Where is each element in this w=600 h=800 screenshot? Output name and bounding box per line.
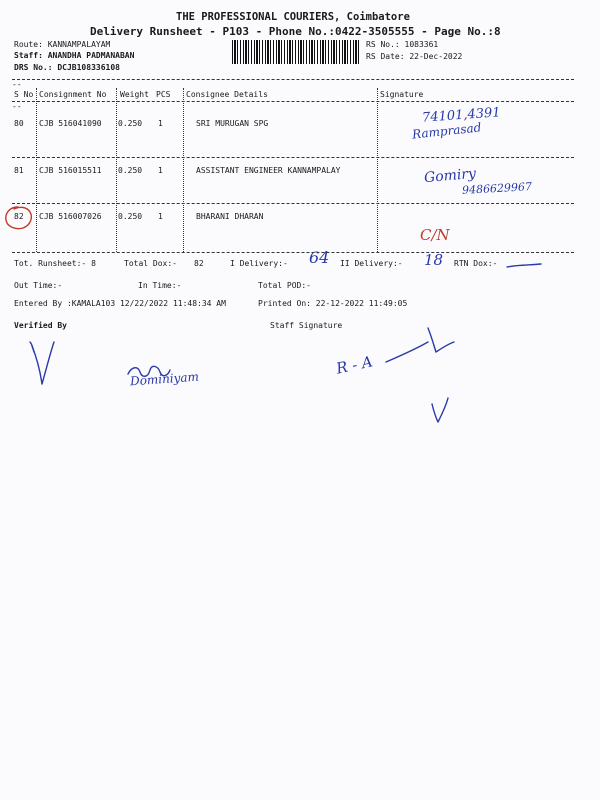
i-delivery-handwriting: 64: [309, 248, 330, 267]
row-consignee: SRI MURUGAN SPG: [196, 119, 269, 128]
route-label: Route: KANNAMPALAYAM: [14, 40, 111, 49]
col-header-signature: Signature: [380, 90, 424, 99]
ii-delivery-handwriting: 18: [424, 251, 444, 269]
rs-date: RS Date: 22-Dec-2022: [366, 52, 463, 61]
row-consignee: BHARANI DHARAN: [196, 212, 264, 221]
staff-label: Staff: ANANDHA PADMANABAN: [14, 51, 135, 60]
entered-by: Entered By :KAMALA103 12/22/2022 11:48:34 AM: [14, 299, 226, 308]
col-header-weight: Weight: [120, 90, 149, 99]
drs-number: DRS No.: DCJB108336108: [14, 63, 120, 72]
col-header-consignment: Consignment No: [39, 90, 107, 99]
rtn-dox-label: RTN Dox:-: [454, 259, 498, 268]
divider-mark: --: [12, 102, 22, 111]
row-sno: 81: [14, 166, 24, 175]
dash-mark: [505, 262, 545, 270]
barcode: [232, 40, 360, 64]
i-delivery-label: I Delivery:-: [230, 259, 288, 268]
ii-delivery-label: II Delivery:-: [340, 259, 403, 268]
runsheet-subtitle: Delivery Runsheet - P103 - Phone No.:0422-3505555 - Page No.:8: [90, 25, 501, 38]
divider: [12, 101, 574, 102]
verified-by-label: Verified By: [14, 321, 67, 330]
divider: [12, 79, 574, 80]
staff-handwriting: R - A: [334, 352, 375, 378]
row-pcs: 1: [158, 212, 163, 221]
signature-phone-handwriting: 9486629967: [461, 180, 533, 197]
divider: [12, 252, 574, 253]
row-consignee: ASSISTANT ENGINEER KANNAMPALAY: [196, 166, 341, 175]
verified-handwriting: Dominiyam: [129, 369, 200, 389]
row-pcs: 1: [158, 119, 163, 128]
total-dox-value: 82: [194, 259, 204, 268]
divider: [12, 203, 574, 204]
total-dox-label: Total Dox:-: [124, 259, 177, 268]
row-weight: 0.250: [118, 119, 143, 128]
col-header-consignee: Consignee Details: [186, 90, 268, 99]
printed-on: Printed On: 22-12-2022 11:49:05: [258, 299, 408, 308]
row-pcs: 1: [158, 166, 163, 175]
signature-stroke: [380, 322, 460, 382]
row-weight: 0.250: [118, 166, 143, 175]
col-header-sno: S No: [14, 90, 34, 99]
check-mark: [428, 396, 452, 426]
divider: [12, 157, 574, 158]
total-pod: Total POD:-: [258, 281, 311, 290]
tot-runsheet: Tot. Runsheet:- 8: [14, 259, 96, 268]
signature-handwriting: 74101,4391: [421, 105, 502, 126]
tick-mark: [28, 340, 58, 390]
staff-signature-label: Staff Signature: [270, 321, 343, 330]
row-consignment: CJB 516007026: [39, 212, 102, 221]
row-sno: 82: [14, 212, 24, 221]
row-consignment: CJB 516041090: [39, 119, 102, 128]
signature-handwriting: Gomiry: [423, 165, 477, 187]
rs-number: RS No.: 1083361: [366, 40, 439, 49]
row-weight: 0.250: [118, 212, 143, 221]
company-title: THE PROFESSIONAL COURIERS, Coimbatore: [176, 11, 410, 23]
in-time: In Time:-: [138, 281, 182, 290]
out-time: Out Time:-: [14, 281, 63, 290]
column-separator: [36, 88, 37, 252]
column-separator: [116, 88, 117, 252]
divider-mark: --: [12, 80, 22, 89]
row-sno: 80: [14, 119, 24, 128]
col-header-pcs: PCS: [156, 90, 171, 99]
column-separator: [183, 88, 184, 252]
signature-handwriting: C/N: [420, 226, 450, 244]
signature-name-handwriting: Ramprasad: [411, 120, 482, 142]
column-separator: [377, 88, 378, 252]
row-consignment: CJB 516015511: [39, 166, 102, 175]
